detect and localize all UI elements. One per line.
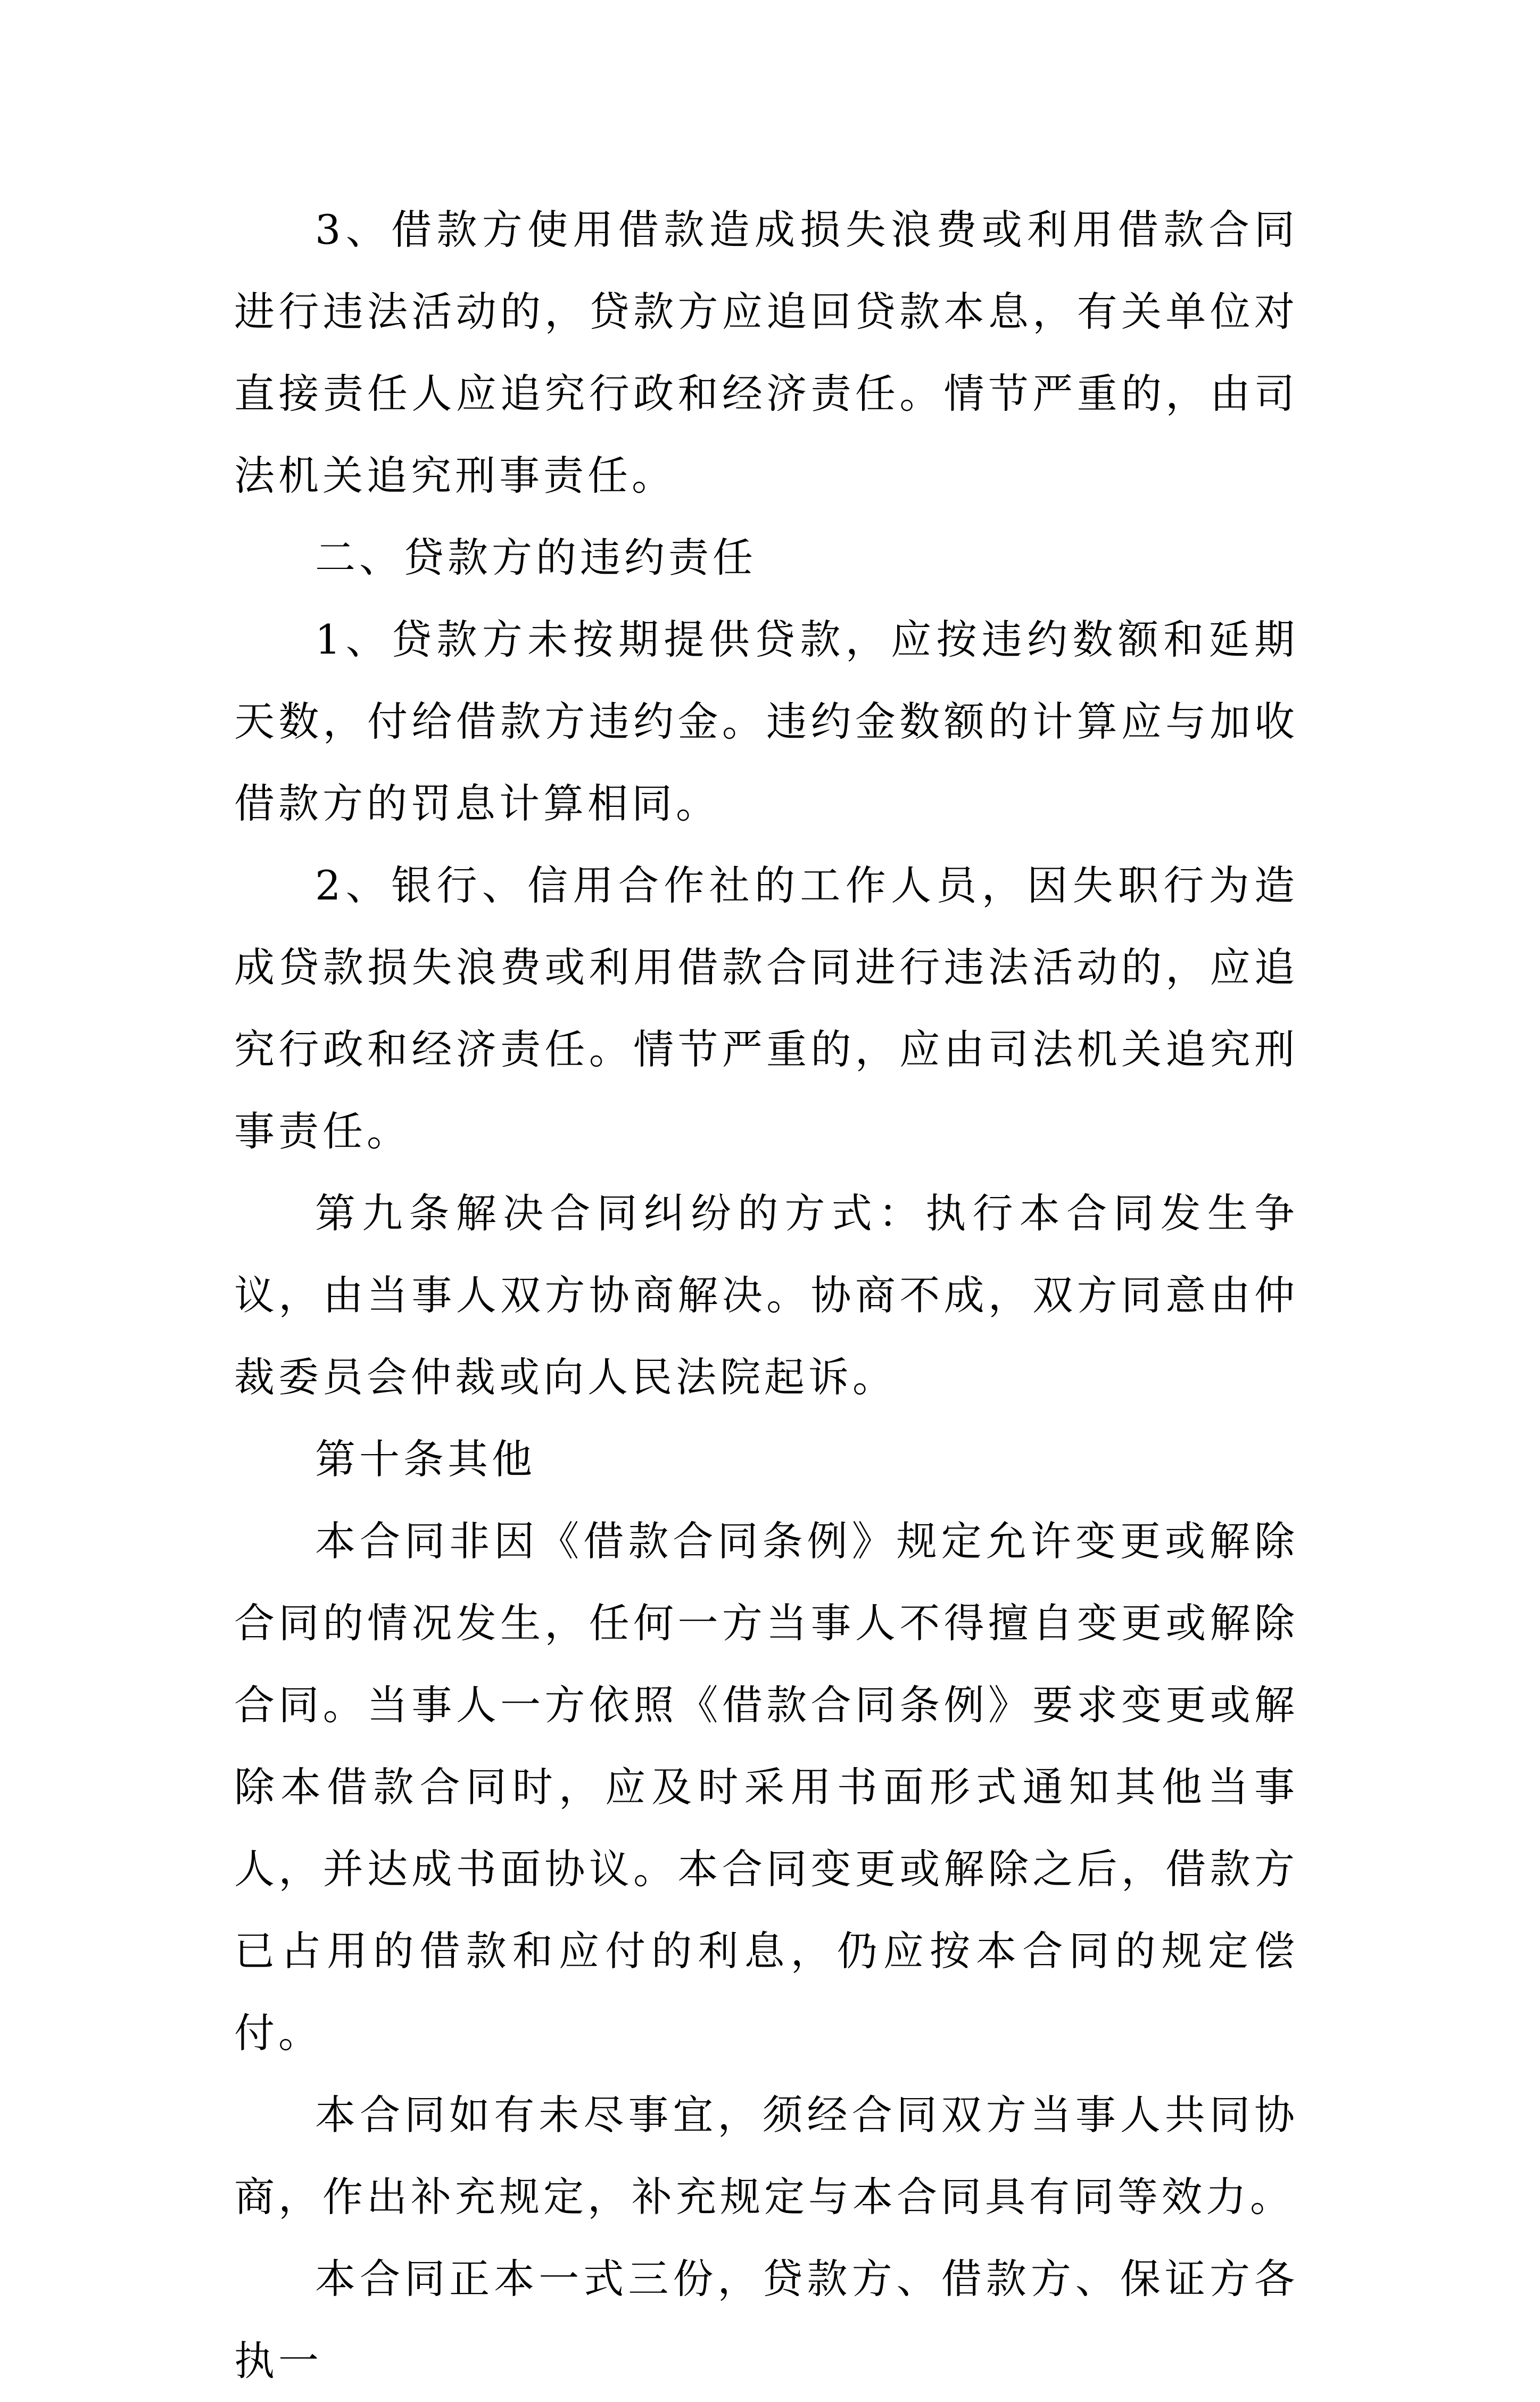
paragraph-copies: 本合同正本一式三份，贷款方、借款方、保证方各执一	[234, 2255, 1298, 2384]
paragraph-borrower-liability-3: 3、借款方使用借款造成损失浪费或利用借款合同进行违法活动的，贷款方应追回贷款本息，有关单位对直接责任人应追究行政和经济责任。情节严重的，由司法机关追究刑事责任。	[234, 206, 1298, 499]
section-heading-article-10: 第十条其他	[315, 1435, 536, 1483]
paragraph-supplementary-provisions: 本合同如有未尽事宜，须经合同双方当事人共同协商，作出补充规定，补充规定与本合同具有同等效力。	[234, 2091, 1298, 2221]
paragraph-lender-liability-1: 1、贷款方未按期提供贷款，应按违约数额和延期天数，付给借款方违约金。违约金数额的计算应与加收借款方的罚息计算相同。	[234, 616, 1298, 827]
document-body	[234, 189, 1298, 2402]
paragraph-contract-modification: 本合同非因《借款合同条例》规定允许变更或解除合同的情况发生，任何一方当事人不得擅自变更或解除合同。当事人一方依照《借款合同条例》要求变更或解除本借款合同时，应及时采用书面形式通知其他当事人，并达成书面协议。本合同变更或解除之后，借款方已占用的借款和应付的利息，仍应按本合同的规定偿付。	[234, 1517, 1298, 2057]
paragraph-article-9-dispute: 第九条解决合同纠纷的方式：执行本合同发生争议，由当事人双方协商解决。协商不成，双方同意由仲裁委员会仲裁或向人民法院起诉。	[234, 1190, 1298, 1401]
paragraph-lender-liability-2: 2、银行、信用合作社的工作人员，因失职行为造成贷款损失浪费或利用借款合同进行违法活动的，应追究行政和经济责任。情节严重的，应由司法机关追究刑事责任。	[234, 862, 1298, 1155]
section-heading-lender-liability: 二、贷款方的违约责任	[315, 534, 757, 581]
